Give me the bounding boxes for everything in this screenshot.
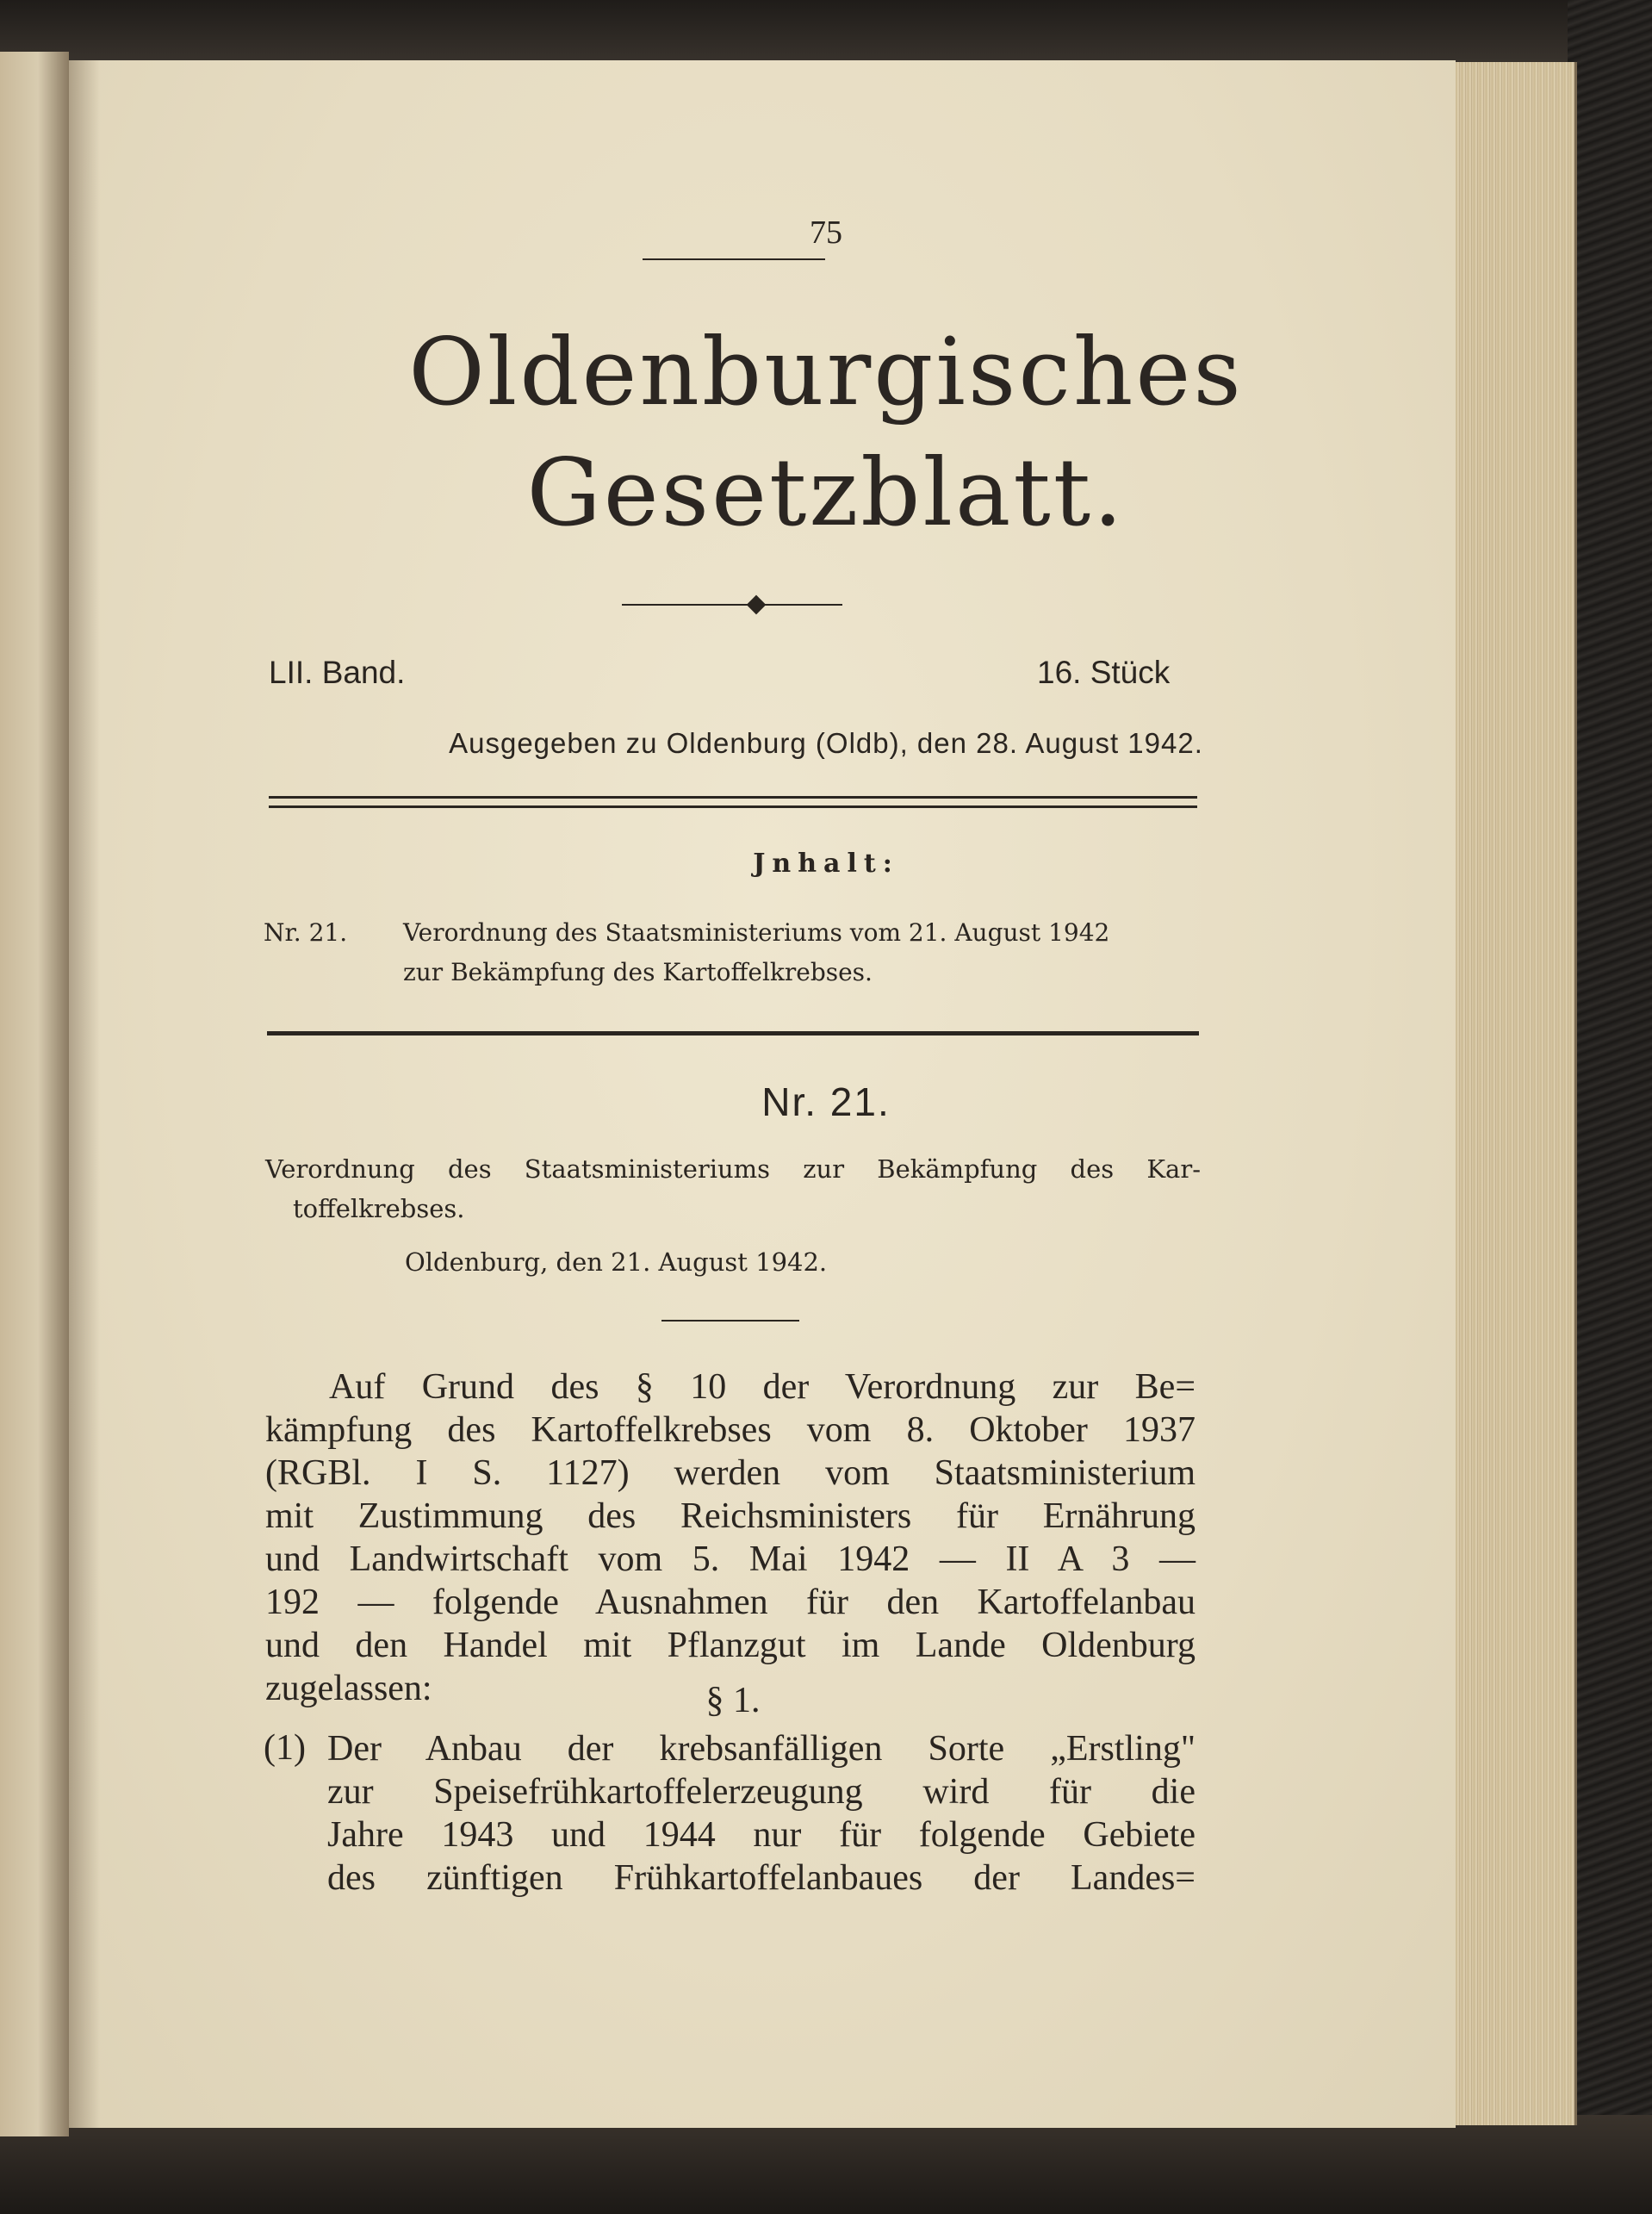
ordinance-place-date: Oldenburg, den 21. August 1942. — [405, 1247, 828, 1277]
book-cover-bottom — [0, 2115, 1652, 2214]
clause-number: (1) — [264, 1728, 306, 1768]
issue-label: 16. Stück — [1037, 655, 1171, 690]
title-line-2: Gesetzblatt. — [526, 439, 1126, 547]
preamble-line: und Landwirtschaft vom 5. Mai 1942 — II A 3 — — [265, 1539, 1196, 1579]
clause-line: zur Speisefrühkartoffelerzeugung wird für die — [327, 1772, 1196, 1812]
contents-entry-line-2: zur Bekämpfung des Kartoffelkrebses. — [403, 958, 873, 986]
short-rule — [661, 1320, 799, 1322]
preamble-line: mit Zustimmung des Reichsministers für Ernährung — [265, 1496, 1196, 1536]
contents-entry-line-1: Verordnung des Staatsministeriums vom 21. August 1942 — [403, 918, 1110, 947]
double-rule-bottom — [269, 805, 1197, 808]
preamble-line: Auf Grund des § 10 der Verordnung zur Be= — [329, 1367, 1196, 1407]
contents-heading: Jnhalt: — [753, 849, 899, 879]
clause-line: des zünftigen Frühkartoffelanbaues der Landes= — [327, 1858, 1196, 1898]
ordinance-title-line-2: toffelkrebses. — [293, 1194, 465, 1223]
section-rule — [267, 1031, 1199, 1035]
issued-line: Ausgegeben zu Oldenburg (Oldb), den 28. August 1942. — [449, 727, 1203, 759]
contents-entry-number: Nr. 21. — [264, 918, 348, 947]
clause-paragraph — [327, 1727, 1196, 1900]
ordinance-number: Nr. 21. — [761, 1079, 891, 1124]
ordinance-title-line-1: Verordnung des Staatsministeriums zur Bekämpfung des Kar- — [265, 1154, 1201, 1184]
ornament-rule — [622, 604, 842, 606]
clause-line: Der Anbau der krebsanfälligen Sorte „Erstling" — [327, 1729, 1196, 1769]
preamble-line: (RGBl. I S. 1127) werden vom Staatsministerium — [265, 1453, 1196, 1493]
double-rule-top — [269, 796, 1197, 799]
volume-label: LII. Band. — [269, 655, 406, 690]
preamble-line: kämpfung des Kartoffelkrebses vom 8. Oktober 1937 — [265, 1410, 1196, 1450]
page-number: 75 — [810, 215, 842, 251]
title-line-1: Oldenburgisches — [408, 319, 1244, 426]
preamble-line: und den Handel mit Pflanzgut im Lande Oldenburg — [265, 1626, 1196, 1665]
preamble-line: 192 — folgende Ausnahmen für den Kartoffelanbau — [265, 1583, 1196, 1622]
preamble-line: zugelassen: — [265, 1669, 432, 1708]
clause-line: Jahre 1943 und 1944 nur für folgende Gebiete — [327, 1815, 1196, 1855]
page-number-rule — [643, 258, 825, 260]
section-heading: § 1. — [705, 1681, 761, 1720]
book-cover-top — [0, 0, 1652, 67]
preamble-paragraph — [265, 1365, 1196, 1710]
